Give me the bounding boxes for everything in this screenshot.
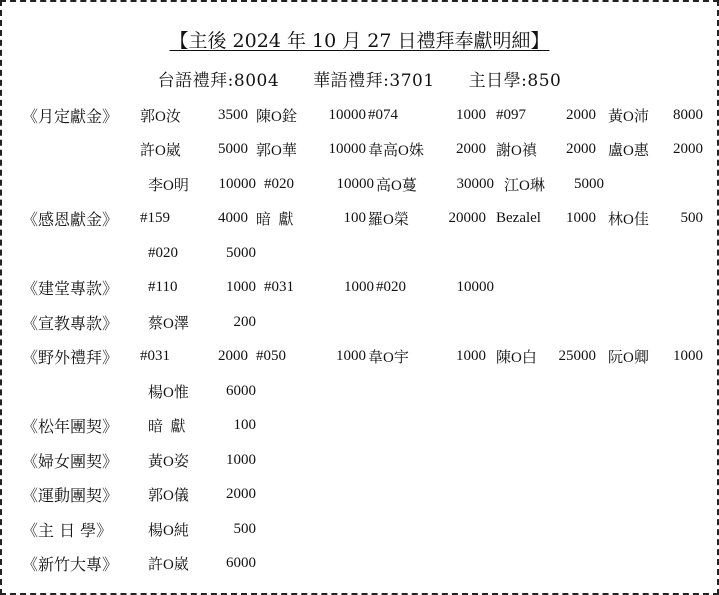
donation-amount: 200 (233, 313, 256, 330)
donation-amount: 1000 (673, 348, 703, 365)
donation-amount: 100 (343, 210, 366, 227)
donor-name: 蔡O澤 (148, 315, 189, 332)
donation-entry (608, 208, 703, 229)
donation-entry (368, 139, 486, 160)
attendance-stats (2, 66, 717, 91)
donation-entry (256, 208, 366, 229)
donation-entry (504, 174, 604, 195)
donation-amount: 1000 (226, 451, 256, 468)
donation-amount: 1000 (336, 348, 366, 365)
donor-name: 林O佳 (608, 212, 649, 229)
donation-entry (368, 346, 486, 367)
donation-entry (148, 553, 256, 574)
donation-amount: 2000 (218, 348, 248, 365)
donation-amount: 8000 (673, 106, 703, 123)
donor-name: 陳O銓 (256, 108, 297, 125)
donor-name: 許O崴 (140, 143, 181, 160)
donor-name: 楊O惟 (148, 384, 189, 401)
category-label: 《感恩獻金》 (22, 210, 119, 230)
donor-name: 黃O沛 (608, 108, 649, 125)
donation-entry (140, 139, 248, 160)
donor-name: #031 (264, 279, 294, 296)
donor-name: 陳O白 (496, 350, 537, 367)
donation-amount: 10000 (456, 279, 494, 296)
stat-taiwanese-service: 台語禮拜:8004 (157, 71, 280, 91)
donation-entry (148, 484, 256, 505)
donation-amount: 500 (680, 210, 703, 227)
donation-amount: 30000 (456, 175, 494, 192)
donor-name: 阮O卿 (608, 350, 649, 367)
donation-entry (140, 210, 248, 227)
donor-name: #050 (256, 348, 286, 365)
donor-name: 暗 獻 (148, 419, 186, 436)
entry-list (148, 519, 256, 540)
donation-row (22, 443, 703, 478)
donation-entry (148, 312, 256, 333)
donation-entry (140, 105, 248, 126)
donation-entry (264, 176, 374, 193)
donation-entry (148, 245, 256, 262)
donation-amount: 500 (233, 520, 256, 537)
donation-amount: 6000 (226, 382, 256, 399)
donor-name: #020 (376, 279, 406, 296)
donor-name: #031 (140, 348, 170, 365)
donation-entry (148, 279, 256, 296)
donation-entry (496, 210, 596, 227)
stat-mandarin-service: 華語禮拜:3701 (313, 71, 435, 91)
donation-amount: 1000 (456, 106, 486, 123)
category-label: 《婦女團契》 (22, 451, 119, 471)
donation-amount: 2000 (566, 106, 596, 123)
donor-name: #020 (264, 175, 294, 192)
donation-entry (368, 208, 486, 229)
category-label: 《月定獻金》 (22, 106, 119, 126)
donation-rows (22, 98, 703, 581)
donation-row (22, 478, 703, 513)
entry-list (148, 312, 256, 333)
donor-name: #110 (148, 279, 178, 296)
donation-row (22, 167, 703, 202)
donation-row (22, 271, 703, 306)
donor-name: 羅O榮 (368, 212, 409, 229)
donation-row (22, 340, 703, 375)
donation-amount: 10000 (218, 175, 256, 192)
donation-row (22, 236, 703, 271)
stat-sunday-school: 主日學:850 (468, 71, 562, 91)
entry-list (148, 279, 494, 296)
donation-amount: 2000 (456, 141, 486, 158)
donation-entry (376, 279, 494, 296)
donation-entry (256, 348, 366, 365)
donation-entry (148, 519, 256, 540)
donation-amount: 10000 (336, 175, 374, 192)
donor-name: 高O蔓 (376, 177, 417, 194)
donation-entry (140, 348, 248, 365)
donation-amount: 2000 (566, 141, 596, 158)
donation-entry (264, 279, 374, 296)
donation-amount: 2000 (673, 141, 703, 158)
donation-entry (256, 139, 366, 160)
donation-entry (608, 105, 703, 126)
donation-amount: 3500 (218, 106, 248, 123)
donation-entry (148, 174, 256, 195)
donation-amount: 5000 (218, 141, 248, 158)
donation-row (22, 374, 703, 409)
donation-row (22, 512, 703, 547)
category-label: 《新竹大專》 (22, 555, 119, 575)
donor-name: 李O明 (148, 177, 189, 194)
donation-amount: 10000 (328, 141, 366, 158)
category-label: 《主 日 學》 (22, 520, 113, 540)
donation-entry (148, 415, 256, 436)
donor-name: 黃O姿 (148, 453, 189, 470)
donor-name: #020 (148, 244, 178, 261)
category-label: 《運動團契》 (22, 486, 119, 506)
entry-list (148, 553, 256, 574)
donor-name: 郭O儀 (148, 488, 189, 505)
donor-name: 江O琳 (504, 177, 545, 194)
donation-amount: 6000 (226, 555, 256, 572)
donation-row (22, 202, 703, 237)
donor-name: 郭O華 (256, 143, 297, 160)
donation-amount: 1000 (566, 210, 596, 227)
page-title (2, 26, 717, 53)
donation-entry (496, 346, 596, 367)
donation-amount: 1000 (226, 279, 256, 296)
entry-list (148, 415, 256, 436)
entry-list (140, 105, 703, 126)
category-label: 《野外禮拜》 (22, 348, 119, 368)
category-label: 《松年團契》 (22, 417, 119, 437)
donation-amount: 1000 (456, 348, 486, 365)
donation-entry (256, 105, 366, 126)
donor-name: 韋O宇 (368, 350, 409, 367)
entry-list (148, 450, 256, 471)
donor-name: 郭O汝 (140, 108, 181, 125)
entry-list (148, 484, 256, 505)
donation-row (22, 409, 703, 444)
donation-entry (608, 346, 703, 367)
donation-row (22, 133, 703, 168)
donor-name: 暗 獻 (256, 212, 294, 229)
donor-name: #097 (496, 106, 526, 123)
category-label: 《建堂專款》 (22, 279, 119, 299)
entry-list (140, 139, 703, 160)
donation-amount: 5000 (574, 175, 604, 192)
entry-list (140, 346, 703, 367)
donation-row (22, 547, 703, 582)
entry-list (148, 381, 256, 402)
donation-row (22, 98, 703, 133)
donation-amount: 25000 (558, 348, 596, 365)
donor-name: 盧O惠 (608, 143, 649, 160)
donation-entry (148, 381, 256, 402)
donation-entry (376, 174, 494, 195)
donation-row (22, 305, 703, 340)
category-label: 《宣教專款》 (22, 313, 119, 333)
donation-amount: 100 (233, 417, 256, 434)
donor-name: Bezalel (496, 210, 541, 227)
donation-entry (368, 107, 486, 124)
donor-name: 韋高O姝 (368, 143, 424, 160)
donation-amount: 4000 (218, 210, 248, 227)
donation-entry (608, 139, 703, 160)
donation-amount: 1000 (344, 279, 374, 296)
donor-name: 許O崴 (148, 557, 189, 574)
donation-amount: 20000 (448, 210, 486, 227)
donation-amount: 10000 (328, 106, 366, 123)
donation-amount: 5000 (226, 244, 256, 261)
donation-amount: 2000 (226, 486, 256, 503)
donation-entry (148, 450, 256, 471)
donation-entry (496, 107, 596, 124)
title-text: 【主後 2024 年 10 月 27 日禮拜奉獻明細】 (169, 30, 550, 52)
donation-entry (496, 139, 596, 160)
entry-list (148, 174, 604, 195)
donor-name: 謝O禛 (496, 143, 537, 160)
entry-list (148, 245, 256, 262)
entry-list (140, 208, 703, 229)
donor-name: #159 (140, 210, 170, 227)
donor-name: 楊O純 (148, 522, 189, 539)
donor-name: #074 (368, 106, 398, 123)
